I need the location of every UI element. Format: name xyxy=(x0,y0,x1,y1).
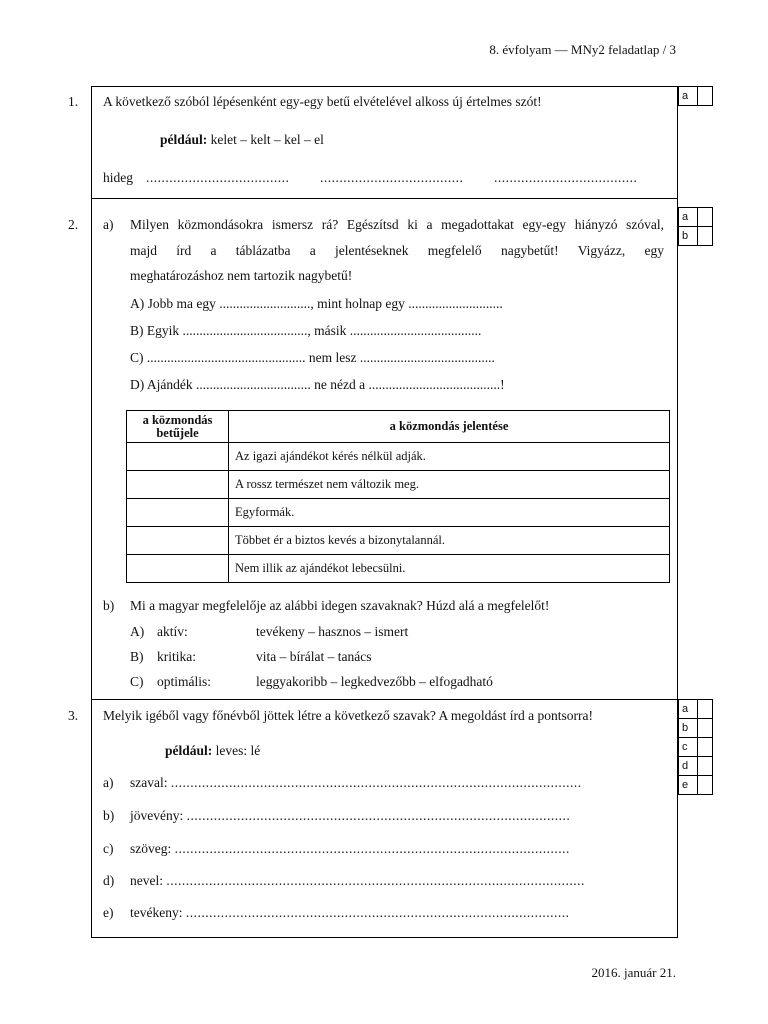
page-footer-date: 2016. január 21. xyxy=(591,965,676,980)
proverb-b[interactable]: B) Egyik ....................................., másik ....................................... xyxy=(130,323,482,338)
task-2a-prompt-line-3: meghatározáshoz nem tartozik nagybetű! xyxy=(130,268,353,283)
score-label: e xyxy=(679,776,698,795)
item-row xyxy=(130,873,585,889)
item-word: szöveg: xyxy=(130,841,172,856)
item-row xyxy=(130,808,570,824)
example-text: kelet – kelt – kel – el xyxy=(210,132,324,147)
score-cell[interactable] xyxy=(698,227,713,246)
score-cell[interactable] xyxy=(698,776,713,795)
answer-blank[interactable]: ...................................................................................................... xyxy=(174,841,570,856)
task-2a-label: a) xyxy=(103,217,114,232)
table-header-letter: a közmondás betűjele xyxy=(127,411,229,443)
task-3-example xyxy=(165,743,260,759)
letter-cell[interactable] xyxy=(127,527,229,555)
letter-cell[interactable] xyxy=(127,443,229,471)
task-1-prompt: A következő szóból lépésenként egy-egy betű elvételével alkoss új értelmes szót! xyxy=(103,94,542,109)
score-label: a xyxy=(679,87,698,106)
example-text: leves: lé xyxy=(215,743,261,758)
task-2-number: 2. xyxy=(68,217,79,232)
foreign-word-letter: A) xyxy=(130,624,145,639)
word-options[interactable]: leggyakoribb – legkedvezőbb – elfogadható xyxy=(256,674,493,689)
answer-blank-1[interactable]: ..................................... xyxy=(146,170,290,185)
item-label: c) xyxy=(103,841,114,856)
answer-blank-3[interactable]: ..................................... xyxy=(494,170,638,185)
task-2b-prompt: Mi a magyar megfelelője az alábbi idegen szavaknak? Húzd alá a megfelelőt! xyxy=(130,598,550,613)
task-1-number: 1. xyxy=(68,94,79,109)
task-1-example xyxy=(160,132,324,148)
table-header-row xyxy=(127,411,670,443)
item-label: e) xyxy=(103,905,114,920)
table-row xyxy=(127,527,670,555)
task-2b-label: b) xyxy=(103,598,115,613)
answer-blank[interactable]: ............................................................................................................ xyxy=(166,873,585,888)
example-label: például: xyxy=(160,132,208,147)
item-word: tevékeny: xyxy=(130,905,183,920)
item-label: d) xyxy=(103,873,115,888)
item-word: jövevény: xyxy=(130,808,184,823)
answer-blank[interactable]: ................................................................................................... xyxy=(185,905,570,920)
page-header: 8. évfolyam — MNy2 feladatlap / 3 xyxy=(489,42,676,57)
task-3-score-box xyxy=(678,699,713,795)
score-cell[interactable] xyxy=(698,87,713,106)
example-label: például: xyxy=(165,743,213,758)
score-label: a xyxy=(679,208,698,227)
item-word: nevel: xyxy=(130,873,163,888)
answer-blank-2[interactable]: ..................................... xyxy=(320,170,464,185)
task-3-prompt: Melyik igéből vagy főnévből jöttek létre a következő szavak? A megoldást írd a pontsorra! xyxy=(103,708,593,723)
task-2-score-box xyxy=(678,207,713,246)
score-cell[interactable] xyxy=(698,757,713,776)
meaning-cell: A rossz természet nem változik meg. xyxy=(229,471,670,499)
letter-cell[interactable] xyxy=(127,471,229,499)
table-row xyxy=(127,555,670,583)
proverb-meaning-table xyxy=(126,410,670,583)
foreign-word-letter: B) xyxy=(130,649,144,664)
score-label: a xyxy=(679,700,698,719)
score-label: c xyxy=(679,738,698,757)
item-row xyxy=(130,905,569,921)
meaning-cell: Az igazi ajándékot kérés nélkül adják. xyxy=(229,443,670,471)
proverb-d[interactable]: D) Ajándék .................................. ne nézd a .......................................! xyxy=(130,377,505,392)
answer-blank[interactable]: ................................................................................................... xyxy=(186,808,571,823)
word-options[interactable]: tevékeny – hasznos – ismert xyxy=(256,624,409,639)
item-label: b) xyxy=(103,808,115,823)
proverb-c[interactable]: C) ............................................... nem lesz ........................................ xyxy=(130,350,495,365)
foreign-word: aktív: xyxy=(157,624,188,639)
item-word: szaval: xyxy=(130,775,168,790)
score-cell[interactable] xyxy=(698,700,713,719)
score-cell[interactable] xyxy=(698,719,713,738)
score-label: b xyxy=(679,227,698,246)
item-row xyxy=(130,841,570,857)
score-label: b xyxy=(679,719,698,738)
task-1-word: hideg xyxy=(103,170,133,185)
table-row xyxy=(127,471,670,499)
table-header-meaning: a közmondás jelentése xyxy=(229,411,670,443)
score-cell[interactable] xyxy=(698,208,713,227)
task-3-number: 3. xyxy=(68,708,79,723)
foreign-word: kritika: xyxy=(157,649,196,664)
foreign-word-letter: C) xyxy=(130,674,144,689)
meaning-cell: Nem illik az ajándékot lebecsülni. xyxy=(229,555,670,583)
task-1-score-box xyxy=(678,86,713,106)
score-label: d xyxy=(679,757,698,776)
task-2a-prompt-line-2: majd írd a táblázatba a jelentéseknek megfelelő nagybetűt! Vigyázz, egy xyxy=(130,243,664,258)
score-cell[interactable] xyxy=(698,738,713,757)
task-2a-prompt-line-1: Milyen közmondásokra ismersz rá? Egészítsd ki a megadottakat egy-egy hiányzó szóval, xyxy=(130,217,664,232)
letter-cell[interactable] xyxy=(127,555,229,583)
letter-cell[interactable] xyxy=(127,499,229,527)
item-row xyxy=(130,775,582,791)
answer-blank[interactable]: .......................................................................................................... xyxy=(170,775,582,790)
table-row xyxy=(127,499,670,527)
word-options[interactable]: vita – bírálat – tanács xyxy=(256,649,372,664)
table-row xyxy=(127,443,670,471)
meaning-cell: Többet ér a biztos kevés a bizonytalannál. xyxy=(229,527,670,555)
proverb-a[interactable]: A) Jobb ma egy ..........................., mint holnap egy ............................ xyxy=(130,296,503,311)
item-label: a) xyxy=(103,775,114,790)
meaning-cell: Egyformák. xyxy=(229,499,670,527)
foreign-word: optimális: xyxy=(157,674,211,689)
